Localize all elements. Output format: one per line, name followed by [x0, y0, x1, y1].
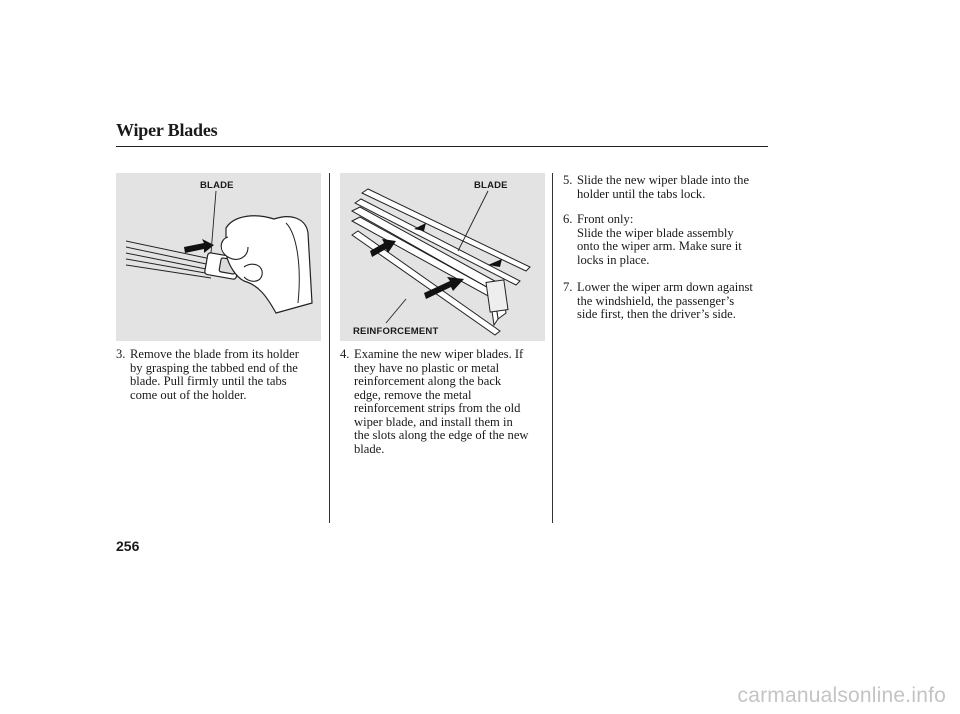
step-number: 5.	[563, 173, 573, 187]
step-number: 7.	[563, 280, 573, 294]
page-number: 256	[116, 538, 140, 554]
page-title: Wiper Blades	[116, 120, 218, 140]
figure-label-reinforcement: REINFORCEMENT	[353, 326, 439, 337]
step-number: 3.	[116, 347, 126, 361]
column-divider-right	[552, 173, 553, 523]
column-divider-left	[329, 173, 330, 523]
figure-label-blade: BLADE	[200, 180, 234, 191]
figure-reinforcement	[340, 173, 545, 341]
reinforcement-illustration	[340, 173, 545, 341]
step-number: 6.	[563, 212, 573, 226]
step-text: Lower the wiper arm down against the windshield, the passenger’s side first, then the driver’s side.	[577, 280, 753, 321]
step-text: Remove the blade from its holder by grasping the tabbed end of the blade. Pull firmly until the tabs come out of the holder.	[130, 347, 299, 402]
figure-label-blade-middle: BLADE	[474, 180, 508, 191]
watermark: carmanualsonline.info	[737, 684, 946, 707]
step-number: 4.	[340, 347, 350, 361]
hand-blade-illustration	[116, 173, 321, 341]
step-text: Examine the new wiper blades. If they have no plastic or metal reinforcement along the back edge, remove the metal reinforcement strips from the old wiper blade, and install them in the slots along the edge of the new blade.	[354, 347, 529, 456]
figure-remove-blade	[116, 173, 321, 341]
step-text: Slide the new wiper blade into the holder until the tabs lock.	[577, 173, 750, 201]
step-text: Front only: Slide the wiper blade assembly onto the wiper arm. Make sure it locks in place.	[577, 212, 742, 267]
title-rule	[116, 146, 768, 147]
